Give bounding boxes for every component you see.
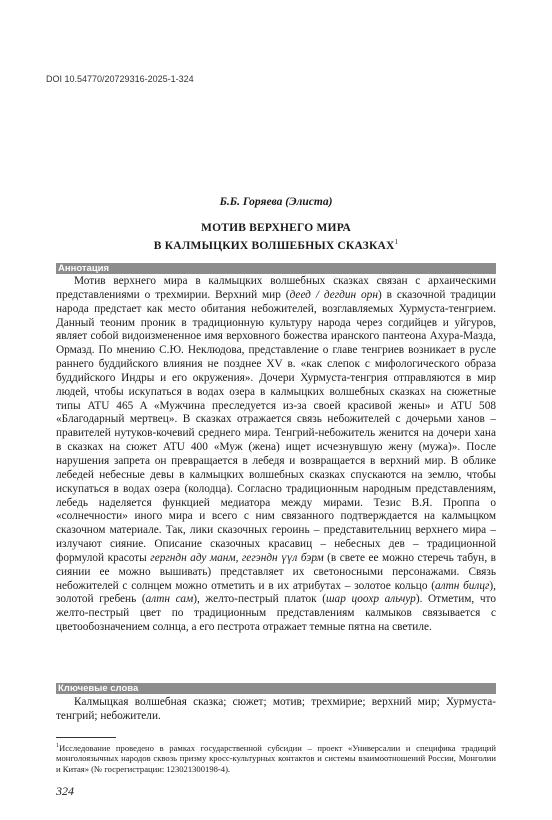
title-footnote-mark[interactable]: 1 <box>394 238 399 246</box>
footnote-divider <box>56 737 116 738</box>
footnote <box>56 741 496 774</box>
author-name: Б.Б. Горяева (Элиста) <box>219 196 333 208</box>
abstract-part-6: ). Отметим, что желто-пестрый цвет по традиционным представлениям калмыков связывается с цветообозначением солнца, а его пестрота отражает темные пятна на светиле. <box>56 593 496 634</box>
title-line-2-text: В КАЛМЫЦКИХ ВОЛШЕБНЫХ СКАЗКАХ <box>153 239 395 252</box>
abstract-heading: Аннотация <box>56 263 496 274</box>
page-number: 324 <box>56 784 74 798</box>
abstract-italic-5: шар цоохр альчур <box>326 593 416 606</box>
keywords-text: Калмыцкая волшебная сказка; сюжет; мотив; трехмирие; верхний мир; Хурмуста-тенгрий; небожители. <box>56 696 496 722</box>
article-title <box>0 221 552 253</box>
title-line-2 <box>0 235 552 253</box>
keywords-heading: Ключевые слова <box>56 683 496 694</box>
abstract-part-5: ), желто-пестрый платок ( <box>193 593 327 606</box>
abstract-part-4: ), золотой гребень ( <box>56 579 496 606</box>
abstract-italic-3: алтн билцг <box>435 579 490 592</box>
abstract-part-1: Мотив верхнего мира в калмыцких волшебных сказках связан с архаическими представлениями о трехмирии. Верхний мир ( <box>56 275 496 301</box>
title-line-1: МОТИВ ВЕРХНЕГО МИРА <box>201 222 351 234</box>
abstract-italic-4: алтн сам <box>145 593 194 606</box>
doi-line[interactable]: DOI 10.54770/20729316-2025-1-324 <box>46 74 194 84</box>
abstract-italic-2: гергндн аду манм, гегэндн үүл бэрм <box>150 551 324 564</box>
abstract-part-3: (в свете ее можно стеречь табун, в сиянии ее можно вышивать) представляет их светоносными персонажами. Связь небожителей с солнцем можно отметить и в их атрибутах – золотое кольцо ( <box>56 551 496 592</box>
abstract-italic-1: деед / дегдин орн <box>289 288 378 301</box>
footnote-mark: 1 <box>56 743 59 749</box>
abstract-part-2: ) в сказочной традиции народа предстает как место обитания небожителей, возглавляемых Хурмуста-тенгрием. Данный теоним проник в традиционную культуру народа через согдийцев и уйгуров, являет собой видоизмененное имя верховного божества иранского пантеона Ахура-Мазда, Ормазд. По мнению С.Ю. Неклюдова, представление о главе тенгриев возникает в русле раннего буддийского влияния не позднее XV в. «как слепок с мифологического образа буддийского Индры и его окружения». Дочери Хурмуста-тенгрия отправляются в мир людей, чтобы искупаться в водах озера в калмыцких волшебных сказках на сюжетные типы ATU 465 A «Мужчина преследуется из-за своей красивой жены» и ATU 508 «Благодарный мертвец». В сказках отражается связь небожителей с дочерьми ханов – правителей нутуков-кочевий среднего мира. Тенгрий-небожитель женится на дочери хана в сказках на сюжет ATU 400 «Муж (жена) ищет исчезнувшую жену (мужа)». После нарушения запрета он превращается в лебедя и возвращается в верхний мир. В облике лебедей небесные девы в калмыцких волшебных сказках спускаются на землю, чтобы искупаться в водах озера (колодца). Согласно традиционным народным представлениям, лебедь наделяется функцией медиатора между мирами. Тезис В.Я. Проппа о «солнечности» иного мира и всего с ним связанного подтверждается на калмыцком сказочном материале. Так, лики сказочных героинь – представительниц верхнего мира – излучают сияние. Описание сказочных красавиц – небесных дев – традиционной формулой красоты <box>56 288 496 564</box>
abstract-text <box>56 275 496 635</box>
footnote-text: Исследование проведено в рамках государственной субсидии – проект «Универсалии и специфика традиций монголоязычных народов сквозь призму кросс-культурных контактов и системы взаимоотношений России, Монголии и Китая» (№ госрегистрации: 123021300198-4). <box>56 742 496 774</box>
